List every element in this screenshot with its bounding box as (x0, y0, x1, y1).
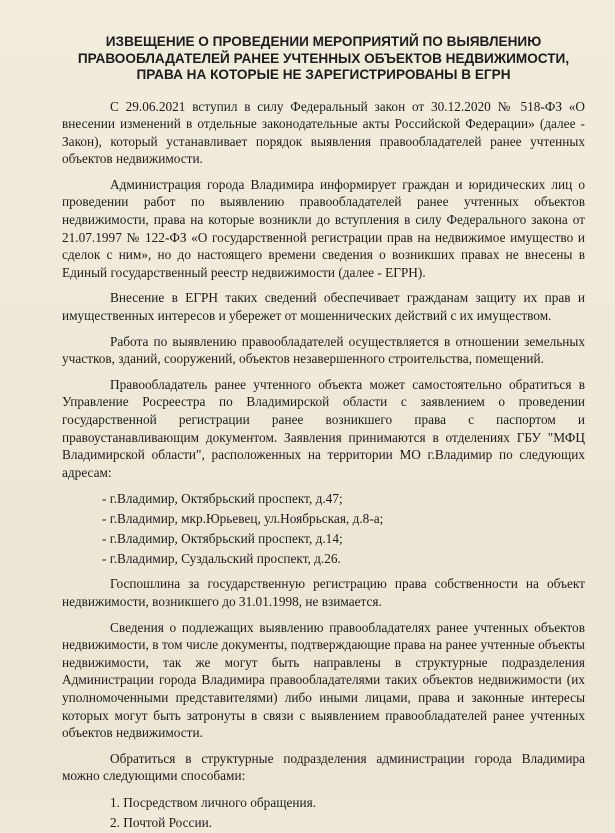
paragraph-fee: Госпошлина за государственную регистрацию права собственности на объект недвижимости, возникшего до 31.01.1998, не взимается. (62, 576, 585, 609)
method-item: 1. Посредством личного обращения. (110, 794, 317, 810)
paragraph-rosreestr: Правообладатель ранее учтенного объекта может самостоятельно обратиться в Управление Росреестра по Владимирской области с заявлением о проведении государственной регистрации ранее возникшего права с паспортом и правоустанавливающим документом. Заявления принимаются в отделениях ГБУ "МФЦ Владимирской области", расположенных на территории МО г.Владимир по следующих адресам: (62, 376, 585, 480)
address-list (62, 489, 585, 569)
document-title: ИЗВЕЩЕНИЕ О ПРОВЕДЕНИИ МЕРОПРИЯТИЙ ПО ВЫЯВЛЕНИЮ ПРАВООБЛАДАТЕЛЕЙ РАНЕЕ УЧТЕННЫХ ОБЪЕКТОВ НЕДВИЖИМОСТИ, ПРАВА НА КОТОРЫЕ НЕ ЗАРЕГИСТРИРОВАНЫ В ЕГРН (77, 34, 570, 82)
paragraph-law: С 29.06.2021 вступил в силу Федеральный закон от 30.12.2020 № 518-ФЗ «О внесении изменений в отдельные законодательные акты Российской Федерации» (далее - Закон), который устанавливает порядок выявления правообладателей ранее учтенных объектов недвижимости. (62, 98, 585, 167)
methods-list (62, 793, 585, 833)
address-item: - г.Владимир, Октябрьский проспект, д.47; (102, 491, 343, 507)
paragraph-objects: Работа по выявлению правообладателей осуществляется в отношении земельных участков, зданий, сооружений, объектов незавершенного строительства, помещений. (62, 333, 585, 367)
paragraph-information: Сведения о подлежащих выявлению правообладателях ранее учтенных объектов недвижимости, в том числе документы, подтверждающие права на ранее учтенные объекты недвижимости, так же могут быть направлены в структурные подразделения Администрации города Владимира правообладателями таких объектов недвижимости (их уполномоченными представителями) либо иными лицами, права и законные интересы которых могут быть затронуты в связи с выявлением правообладателей ранее учтенных объектов недвижимости. (62, 619, 585, 741)
address-item: - г.Владимир, Суздальский проспект, д.26. (102, 551, 341, 567)
method-item: 2. Почтой России. (110, 814, 213, 830)
address-item: - г.Владимир, мкр.Юрьевец, ул.Ноябрьская, д.8-а; (102, 511, 384, 527)
paragraph-administration: Администрация города Владимира информирует граждан и юридических лиц о проведении работ по выявлению правообладателей ранее учтенных объектов недвижимости, права на которые возникли до вступления в силу Федерального закона от 21.07.1997 № 122-ФЗ «О государственной регистрации прав на недвижимое имущество и сделок с ним», но до настоящего времени сведения о возникших правах не внесены в Единый государственный реестр недвижимости (далее - ЕГРН). (62, 176, 585, 280)
address-item: - г.Владимир, Октябрьский проспект, д.14; (102, 531, 343, 547)
paragraph-egrn: Внесение в ЕГРН таких сведений обеспечивает гражданам защиту их прав и имущественных интересов и убережет от мошеннических действий с их имуществом. (62, 290, 585, 324)
paragraph-contact: Обратиться в структурные подразделения администрации города Владимира можно следующими способами: (62, 750, 585, 784)
